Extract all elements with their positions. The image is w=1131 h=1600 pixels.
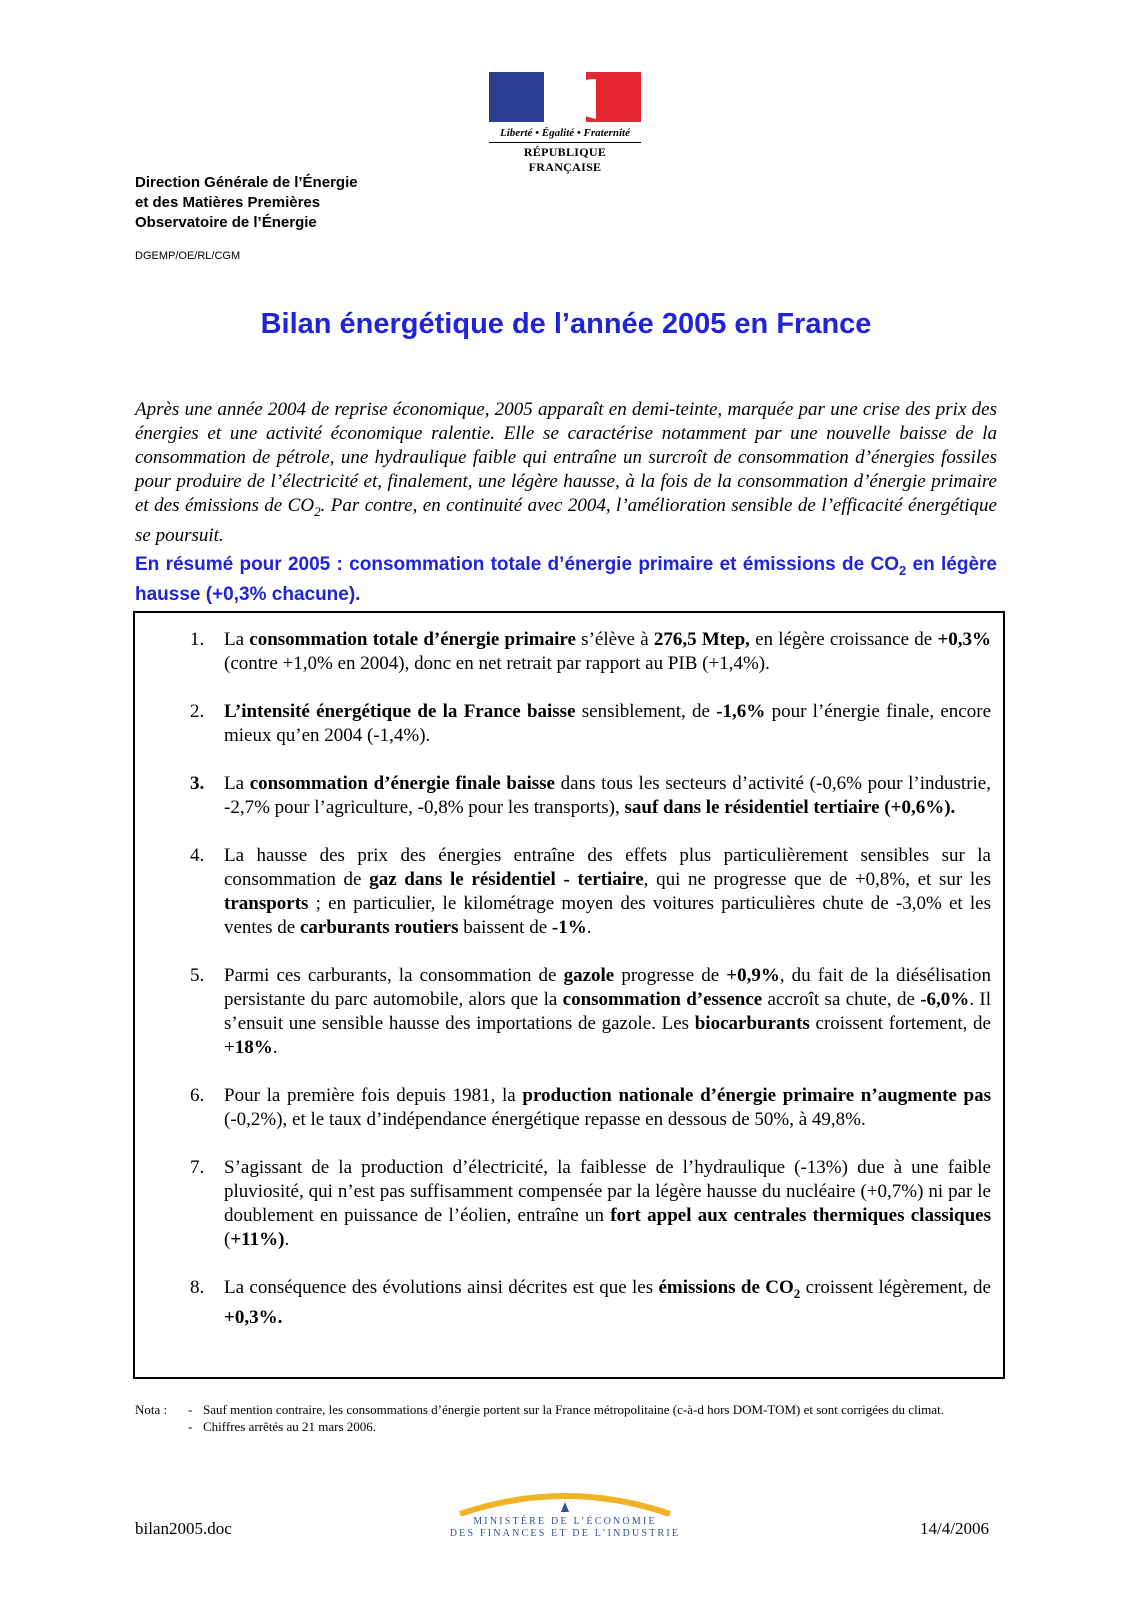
item-number: 8. — [190, 1277, 205, 1298]
ministry-arc-icon — [450, 1486, 680, 1516]
page-title: Bilan énergétique de l’année 2005 en France — [260, 308, 872, 340]
summary-text-1: En résumé pour 2005 : consommation totale d’énergie primaire et émissions de CO — [135, 554, 899, 575]
summary-text-2: en légère hausse (+0,3% chacune). — [135, 554, 997, 605]
list-item: 7. S’agissant de la production d’électricité, la faiblesse de l’hydraulique (-13%) due à une faible pluviosité, qui n’est pas suffisamment compensée par la légère hausse du nucléaire (+0,7%) ni par le doublement en puissance de l’éolien, entraîne un fort appel aux centrales thermiques classiques (+11%). — [190, 1157, 991, 1250]
item-number: 2. — [190, 701, 205, 722]
intro-text-1: Après une année 2004 de reprise économique, 2005 apparaît en demi-teinte, marquée par une crise des prix des énergies et une activité économique ralentie. Elle se caractérise notamment par une nouvelle baisse de la consommation de pétrole, une hydraulique faible qui entraîne un surcroît de consommation d’énergies fossiles pour produire de l’électricité et, finalement, une légère hausse, à la fois de la consommation d’énergie primaire et des émissions de CO — [135, 399, 997, 516]
footnote-section — [135, 1401, 997, 1435]
dept-line-1: Direction Générale de l’Énergie — [135, 174, 358, 191]
key-points-box — [133, 611, 1005, 1379]
department-header — [135, 173, 358, 233]
item-number: 7. — [190, 1157, 205, 1178]
republic-name: RÉPUBLIQUE FRANÇAISE — [523, 145, 607, 174]
list-item: 1. La consommation totale d’énergie primaire s’élève à 276,5 Mtep, en légère croissance de +0,3% (contre +1,0% en 2004), donc en net retrait par rapport au PIB (+1,4%). — [190, 629, 992, 674]
intro-text-2: . Par contre, en continuité avec 2004, l’amélioration sensible de l’efficacité énergétique se poursuit. — [135, 495, 997, 546]
dept-line-3: Observatoire de l’Énergie — [135, 214, 317, 231]
nota-item: - Chiffres arrêtés au 21 mars 2006. — [188, 1419, 377, 1434]
item-number: 5. — [190, 965, 205, 986]
item-number: 6. — [190, 1085, 205, 1106]
dept-line-2: et des Matières Premières — [135, 194, 321, 211]
summary-subscript: 2 — [899, 562, 907, 578]
ministry-line-1: MINISTÈRE DE L’ÉCONOMIE — [473, 1516, 657, 1527]
republique-francaise-logo — [489, 72, 641, 175]
key-points-list — [135, 628, 1003, 1354]
summary-heading — [135, 553, 997, 607]
item-number: 3. — [190, 773, 205, 794]
item-number: 1. — [190, 629, 205, 650]
marianne-profile-icon — [566, 75, 606, 121]
nota-list — [135, 1401, 997, 1435]
marianne-flag-icon — [489, 72, 641, 122]
logo-divider — [489, 142, 641, 143]
intro-subscript: 2 — [314, 503, 321, 519]
list-item: 5. Parmi ces carburants, la consommation de gazole progresse de +0,9%, du fait de la diésélisation persistante du parc automobile, alors que la consommation d’essence accroît sa chute, de -6,0%. Il s’ensuit une sensible hausse des importations de gazole. Les biocarburants croissent fortement, de +18%. — [190, 965, 992, 1058]
intro-paragraph — [135, 398, 997, 548]
nota-item: - Sauf mention contraire, les consommations d’énergie portent sur la France métropolitaine (c-à-d hors DOM-TOM) et sont corrigées du climat. — [188, 1402, 945, 1417]
document-reference: DGEMP/OE/RL/CGM — [135, 250, 241, 262]
list-item: 2. L’intensité énergétique de la France baisse sensiblement, de -1,6% pour l’énergie finale, encore mieux qu’en 2004 (-1,4%). — [190, 701, 992, 746]
item-number: 4. — [190, 845, 205, 866]
ministry-line-2: DES FINANCES ET DE L’INDUSTRIE — [449, 1528, 681, 1539]
list-item: 8. La conséquence des évolutions ainsi décrites est que les émissions de $CO_2$ croissent légèrement, de +0,3%. — [190, 1277, 991, 1328]
nota-label: Nota : — [135, 1402, 168, 1417]
list-item: 6. Pour la première fois depuis 1981, la production nationale d’énergie primaire n’augmente pas (-0,2%), et le taux d’indépendance énergétique repasse en dessous de 50%, à 49,8%. — [190, 1085, 991, 1130]
footer-date: 14/4/2006 — [920, 1519, 989, 1538]
list-item: 3. La consommation d’énergie finale baisse dans tous les secteurs d’activité (-0,6% pour l’industrie, -2,7% pour l’agriculture, -0,8% pour les transports), sauf dans le résidentiel tertiaire (+0,6%). — [190, 773, 991, 818]
list-item: 4. La hausse des prix des énergies entraîne des effets plus particulièrement sensibles sur la consommation de gaz dans le résidentiel - tertiaire, qui ne progresse que de +0,8%, et sur les transports ; en particulier, le kilométrage moyen des voitures particulières chute de -3,0% et les ventes de carburants routiers baissent de -1%. — [190, 845, 992, 938]
republic-motto: Liberté • Égalité • Fraternité — [500, 127, 630, 139]
ministry-logo — [440, 1486, 690, 1540]
footer-filename: bilan2005.doc — [135, 1519, 232, 1538]
